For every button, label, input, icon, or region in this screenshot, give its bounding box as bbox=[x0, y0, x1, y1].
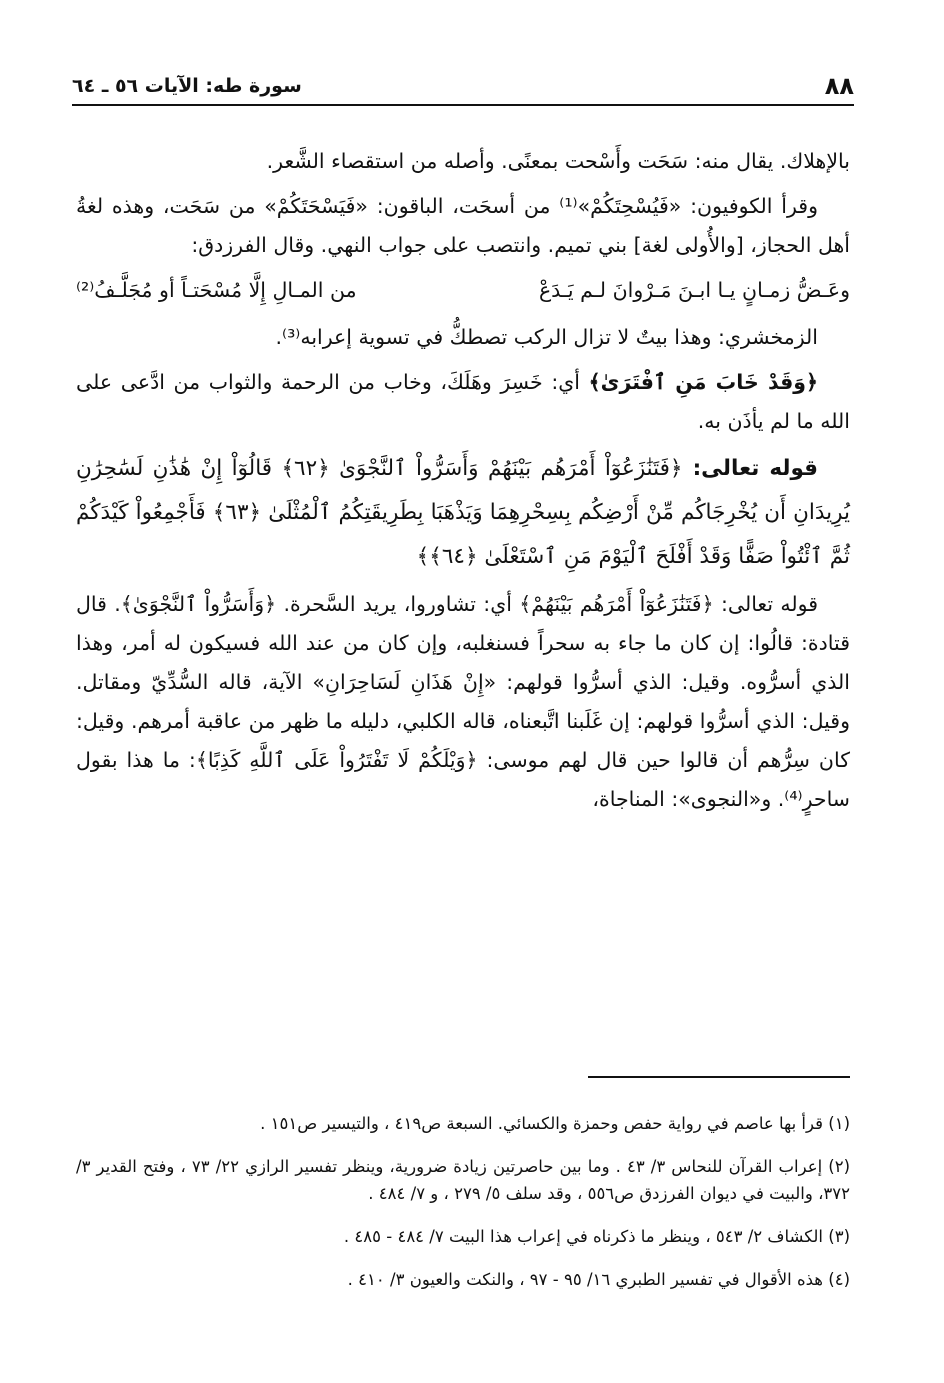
footnote-2: (٢) إعراب القرآن للنحاس ٣/ ٤٣ . وما بين حاصرتين زيادة ضرورية، وينظر تفسير الرازي ٢٢/ ٧٣ ، وفتح القدير ٣/ ٣٧٢، والبيت في ديوان الفرزدق ص٥٥٦ ، وقد سلف ٥/ ٢٧٩ ، و ٧/ ٤٨٤ . bbox=[76, 1157, 850, 1203]
verse-text: ﴿فَتَنَٰزَعُوٓاْ أَمْرَهُم بَيْنَهُمْ وَأَسَرُّواْ ٱلنَّجْوَىٰ ﴿٦٢﴾ قَالُوٓاْ إِنْ هَٰذَٰنِ لَسَٰحِرَٰنِ يُرِيدَانِ أَن يُخْرِجَاكُم مِّنْ أَرْضِكُم بِسِحْرِهِمَا وَيَذْهَبَا بِطَرِيقَتِكُمُ ٱلْمُثْلَىٰ ﴿٦٣﴾ فَأَجْمِعُواْ كَيْدَكُمْ ثُمَّ ٱئْتُواْ صَفًّا وَقَدْ أَفْلَحَ ٱلْيَوْمَ مَنِ ٱسْتَعْلَىٰ ﴿٦٤﴾﴾ bbox=[76, 456, 851, 569]
quran-verses-block bbox=[76, 447, 850, 579]
page-header bbox=[72, 68, 854, 106]
main-text bbox=[76, 142, 850, 825]
paragraph-3: الزمخشري: وهذا بيتٌ لا تزال الركب تصطكُّ في تسوية إعرابه⁽³⁾. bbox=[275, 325, 818, 349]
poem-first-hemistich: وعَـضُّ زمـانٍ يـا ابـنَ مَـرْوانَ لـم يَـدَعْ bbox=[538, 278, 850, 302]
paragraph-4-text: أي: خَسِرَ وهَلَكَ، وخاب من الرحمة والثواب من ادَّعى على الله ما لم يأذَن به. bbox=[76, 370, 850, 433]
footnote-divider bbox=[588, 1076, 850, 1078]
footnote-1: (١) قرأ بها عاصم في رواية حفص وحمزة والكسائي. السبعة ص٤١٩ ، والتيسير ص١٥١ . bbox=[260, 1114, 850, 1133]
paragraph-5: قوله تعالى: ﴿فَتَنَٰزَعُوٓاْ أَمْرَهُم بَيْنَهُمْ﴾ أي: تشاوروا، يريد السَّحرة. ﴿وَأَسَرُّواْ ٱلنَّجْوَىٰ﴾. قال قتادة: قالُوا: إن كان ما جاء به سحراً فسنغلبه، وإن كان من عند الله فسيكون له أمر، وهذا الذي أسرُّوه. وقيل: الذي أسرُّوا قولهم: «إِنْ هَذَانِ لَسَاحِرَانِ» الآية، قاله السُّدِّيّ ومقاتل. وقيل: الذي أسرُّوا قولهم: إن غَلَبنا اتَّبعناه، قاله الكلبي، دليله ما ظهر من عاقبة أمرهم. وقيل: كان سِرُّهم أن قالوا حين قال لهم موسى: ﴿وَيْلَكُمْ لَا تَفْتَرُواْ عَلَى ٱللَّهِ كَذِبًا﴾: ما هذا بقول ساحرٍ⁽⁴⁾. و«النجوى»: المناجاة، bbox=[76, 592, 850, 811]
verse-lead: قوله تعالى: bbox=[682, 456, 818, 481]
quran-quote: ﴿وَقَدْ خَابَ مَنِ ٱفْتَرَىٰ﴾ bbox=[588, 370, 819, 394]
page-number: ٨٨ bbox=[824, 72, 854, 100]
footnotes bbox=[76, 1110, 850, 1309]
paragraph-4 bbox=[76, 363, 850, 441]
poem-second-hemistich: من المـالِ إِلَّا مُسْحَتـاً أو مُجَلَّـفُ⁽²⁾ bbox=[76, 278, 357, 302]
poetry-line bbox=[76, 271, 850, 310]
footnote-4: (٤) هذه الأقوال في تفسير الطبري ١٦/ ٩٥ - ٩٧ ، والنكت والعيون ٣/ ٤١٠ . bbox=[347, 1270, 850, 1289]
paragraph-2: وقرأ الكوفيون: «فَيُسْحِتَكُمْ»⁽¹⁾ من أسحَت، الباقون: «فَيَسْحَتَكُمْ» من سَحَت، وهذه لغةُ أهل الحجاز، [والأُولى لغة] بني تميم. وانتصب على جواب النهي. وقال الفرزدق: bbox=[76, 194, 850, 257]
footnote-3: (٣) الكشاف ٢/ ٥٤٣ ، وينظر ما ذكرناه في إعراب هذا البيت ٧/ ٤٨٤ - ٤٨٥ . bbox=[343, 1227, 850, 1246]
running-title: سورة طه: الآيات ٥٦ ـ ٦٤ bbox=[72, 75, 302, 97]
paragraph-1: بالإهلاك. يقال منه: سَحَت وأَسْحت بمعنًى. وأصله من استقصاء الشَّعر. bbox=[266, 149, 850, 173]
